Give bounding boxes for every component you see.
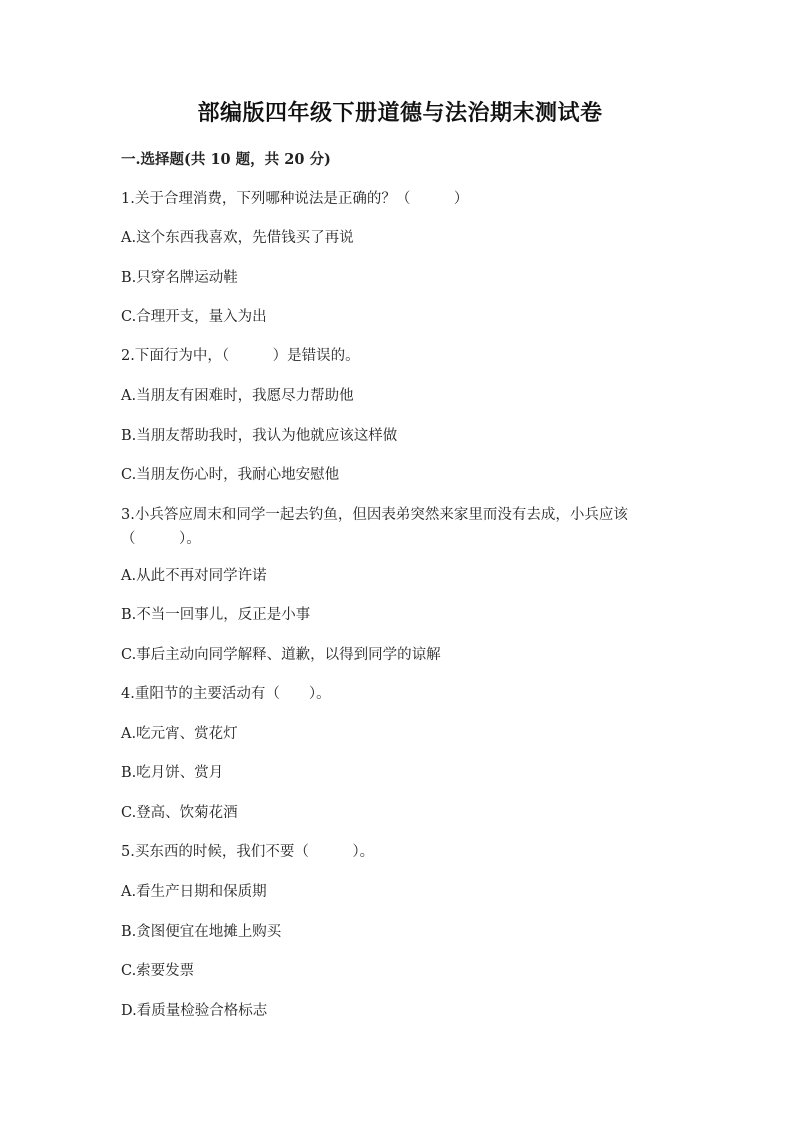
question-5-option-d: D.看质量检验合格标志 [121,1003,268,1019]
question-3-option-c: C.事后主动向同学解释、道歉，以得到同学的谅解 [121,647,441,663]
question-2-option-b: B.当朋友帮助我时，我认为他就应该这样做 [121,428,398,444]
question-3-stem: 3.小兵答应周末和同学一起去钓鱼，但因表弟突然来家里而没有去成，小兵应该（ ）。 [121,507,628,547]
question-5-option-b: B.贪图便宜在地摊上购买 [121,924,282,940]
question-2-stem: 2.下面行为中，（ ）是错误的。 [121,348,360,364]
question-5-stem: 5.买东西的时候，我们不要（ ）。 [121,844,375,860]
question-1-option-b: B.只穿名牌运动鞋 [121,270,238,286]
question-2-option-c: C.当朋友伤心时，我耐心地安慰他 [121,467,340,483]
question-2-option-a: A.当朋友有困难时，我愿尽力帮助他 [121,388,354,404]
question-4-option-a: A.吃元宵、赏花灯 [121,726,238,742]
question-5-option-c: C.索要发票 [121,963,195,979]
page-title: 部编版四年级下册道德与法治期末测试卷 [197,100,603,126]
question-4-option-b: B.吃月饼、赏月 [121,765,224,781]
question-1-option-c: C.合理开支，量入为出 [121,309,267,325]
section-heading: 一.选择题(共 10 题，共 20 分) [121,151,331,168]
question-4-option-c: C.登高、饮菊花酒 [121,805,238,821]
question-5-option-a: A.看生产日期和保质期 [121,884,267,900]
question-1-stem: 1.关于合理消费，下列哪种说法是正确的？（ ） [121,191,469,207]
question-3-option-a: A.从此不再对同学许诺 [121,568,267,584]
question-4-stem: 4.重阳节的主要活动有（ ）。 [121,686,331,702]
question-3-option-b: B.不当一回事儿，反正是小事 [121,607,311,623]
question-1-option-a: A.这个东西我喜欢，先借钱买了再说 [121,230,354,246]
